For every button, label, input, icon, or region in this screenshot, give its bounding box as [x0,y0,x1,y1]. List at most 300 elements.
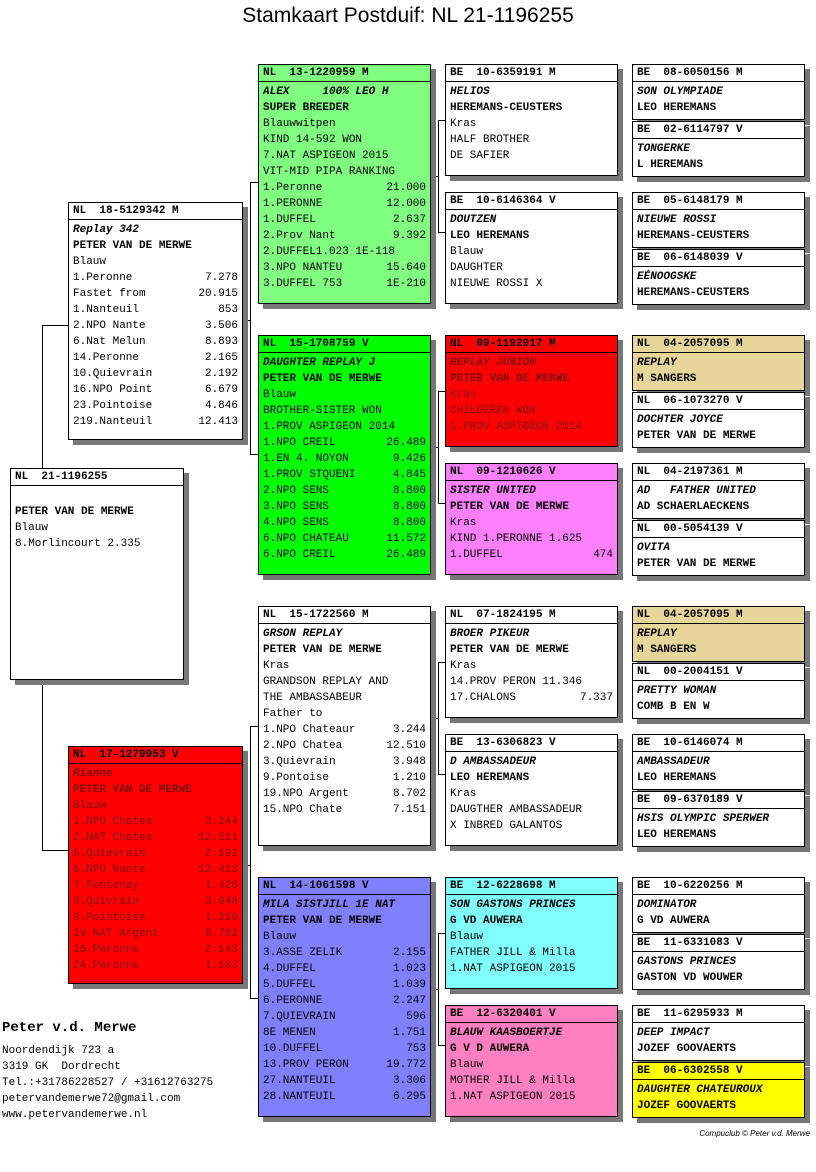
result-value: 19.772 [386,1059,426,1071]
card-line: BLAUW KAASBOERTJE [450,1027,563,1039]
result-value: 3.948 [392,756,426,768]
ring-number: BE 08-6050156 M [633,65,804,82]
card-body [633,809,804,843]
ring-number: NL 15-1708759 V [259,336,430,353]
connector-line [431,718,438,719]
card-line: 14.PROV PERON 11.346 [450,676,583,688]
result-label: 2.NAT Chatea [73,832,153,844]
card-line: 1.NAT ASPIGEON 2015 [450,1091,576,1103]
card-line: Kras [450,788,477,800]
pigeon-card-mfm [445,734,618,846]
result-label: 6.NPO Nante [73,864,146,876]
result-value: 1.103 [204,960,238,972]
result-value: 3.948 [204,896,238,908]
card-line [263,499,426,515]
card-line: PETER VAN DE MERWE [73,240,192,252]
result-value: 3.244 [392,724,426,736]
ring-number: NL 13-1220959 M [259,65,430,82]
card-body [633,139,804,173]
result-value: 1.210 [204,912,238,924]
ring-number: BE 10-6146364 V [446,193,617,210]
card-line: SISTER UNITED [450,485,536,497]
result-label: 17.CHALONS [450,692,517,704]
card-line: M SANGERS [637,644,697,656]
result-label: 1.PERONNE [263,198,323,210]
card-line: DOCHTER JOYCE [637,414,723,426]
card-line: Blauwwitpen [263,118,336,130]
ring-number: NL 00-5054139 V [633,521,804,538]
result-label: 3.DUFFEL 753 [263,278,343,290]
result-label: 10.Quievrain [73,368,153,380]
pigeon-card-g8 [632,520,805,576]
result-label: 1.PROV STQUENI [263,469,356,481]
connector-line [431,176,438,177]
card-line: M SANGERS [637,373,697,385]
connector-line [438,391,439,503]
card-body [446,82,617,164]
card-line: JOZEF GOOVAERTS [637,1100,737,1112]
card-line: FATHER JILL & Milla [450,947,576,959]
connector-line [438,933,445,934]
card-line [263,754,426,770]
card-line [263,531,426,547]
card-line [263,786,426,802]
connector-line [42,680,43,850]
card-line: ALEX 100% LEO H [263,86,389,98]
ring-number: NL 09-1210626 V [446,464,617,481]
card-line: SON OLYMPIADE [637,86,723,98]
card-line [73,942,238,958]
card-line: Kras [263,660,290,672]
page-title: Stamkaart Postduif: NL 21-1196255 [242,4,574,27]
pigeon-card-mother [68,746,243,984]
card-body [633,752,804,786]
pigeon-card-g4 [632,249,805,305]
card-body [633,410,804,444]
result-value: 2.247 [392,995,426,1007]
card-line: Kras [450,118,477,130]
pigeon-card-g10 [632,663,805,719]
result-label: 1.Peronne [73,272,133,284]
ring-number: NL 17-1279953 V [69,747,242,764]
result-value: 4.846 [204,400,238,412]
result-value: 474 [593,549,613,561]
ring-number: BE 09-6370189 V [633,792,804,809]
ring-number: BE 10-6146074 M [633,735,804,752]
result-value: 753 [406,1043,426,1055]
card-line: GASTONS PRINCES [637,956,737,968]
card-line: KIND 14-592 WON [263,134,363,146]
result-label: 2.NPO Chatea [263,740,343,752]
result-value: 1.023 [392,963,426,975]
pigeon-card-g12 [632,791,805,847]
card-line: G VD AUWERA [450,915,523,927]
card-body [633,267,804,301]
card-line [73,286,238,302]
credit-line: Compuclub © Peter v.d. Merwe [699,1129,810,1138]
result-value: 3.306 [392,1075,426,1087]
result-value: 26.489 [386,549,426,561]
connector-line [438,391,445,392]
card-line: 1.PROV ASPIGEON 2014 [450,421,583,433]
connector-line [438,232,445,233]
card-line: LEO HEREMANS [637,829,717,841]
card-line: PETER VAN DE MERWE [73,784,192,796]
card-line [73,302,238,318]
result-label: 1.NPO Chateaur [263,724,356,736]
pigeon-card-g7 [632,463,805,519]
card-line [73,334,238,350]
connector-line [438,933,439,1045]
card-line: DAUGHTER [450,262,503,274]
card-line [263,1025,426,1041]
result-label: 28.NANTEUIL [263,1091,336,1103]
pigeon-card-g3 [632,192,805,248]
card-line: VIT-MID PIPA RANKING [263,166,396,178]
card-line [15,488,179,504]
ring-number: BE 06-6148039 V [633,250,804,267]
pigeon-card-mm [258,877,431,1117]
owner-name: Peter v.d. Merwe [2,1020,137,1036]
ring-number: NL 04-2057095 M [633,607,804,624]
connector-line [42,325,43,468]
result-label: 9.Quivrain [73,896,140,908]
card-line: Blauw [73,256,107,268]
result-label: 219.Nanteuil [73,416,153,428]
card-line [263,451,426,467]
card-body [633,481,804,515]
card-line [73,366,238,382]
card-body [446,1023,617,1105]
card-line: KIND 1.PERONNE 1.625 [450,533,583,545]
card-body [446,353,617,435]
card-line: Blauw [450,931,484,943]
result-label: 5.Quievrain [73,848,146,860]
card-body [446,895,617,977]
ring-number: BE 11-6295933 M [633,1006,804,1023]
result-value: 1E-210 [386,278,426,290]
card-line [73,814,238,830]
card-line: GASTON VD WOUWER [637,972,743,984]
connector-line [438,774,445,775]
result-value: 11.572 [386,533,426,545]
result-label: 19.NPO Argent [263,788,349,800]
result-value: 4.845 [392,469,426,481]
card-body [633,353,804,387]
card-body [633,1080,804,1114]
result-label: 6.NPO CREIL [263,549,336,561]
card-line: JOZEF GOOVAERTS [637,1043,737,1055]
card-line: BROER PIKEUR [450,628,530,640]
card-line: D AMBASSADEUR [450,756,536,768]
connector-line [42,325,68,326]
card-line [73,318,238,334]
card-line: DAUGHTER CHATEUROUX [637,1084,763,1096]
card-body [633,210,804,244]
card-line: 8.Morlincourt 2.335 [15,538,141,550]
card-line: LEO HEREMANS [637,102,717,114]
result-label: 3.NPO NANTEU [263,262,343,274]
result-value: 8.800 [392,517,426,529]
pigeon-card-mff [445,606,618,718]
card-line [263,1057,426,1073]
connector-line [243,320,250,321]
card-body [69,220,242,430]
pigeon-card-g9 [632,606,805,662]
card-body [633,1023,804,1057]
result-label: 6.NPO CHATEAU [263,533,349,545]
card-line: REPLAY JUNIOR [450,357,536,369]
ring-number: BE 11-6331083 V [633,935,804,952]
email-line: petervandemerwe72@gmail.com [2,1093,181,1105]
card-line: AD SCHAERLAECKENS [637,501,750,513]
card-line: Blauw [15,522,49,534]
result-value: 12.511 [198,832,238,844]
card-line: AD FATHER UNITED [637,485,756,497]
card-line: SUPER BREEDER [263,102,349,114]
result-value: 9.426 [392,453,426,465]
pigeon-card-mmm [445,1005,618,1117]
card-body [633,624,804,658]
card-line: Blauw [450,1059,484,1071]
card-line: 1.NAT ASPIGEON 2015 [450,963,576,975]
card-line: Kras [450,660,477,672]
result-label: 14.Peronne [73,352,140,364]
connector-line [42,850,68,851]
result-value: 2.192 [204,368,238,380]
ring-number: BE 10-6220256 M [633,878,804,895]
connector-line [438,1045,445,1046]
pigeon-card-g13 [632,877,805,933]
card-body [633,895,804,929]
result-label: 2.NPO SENS [263,485,330,497]
card-line: LEO HEREMANS [450,772,530,784]
card-line: Kras [450,517,477,529]
card-line: BROTHER-SISTER WON [263,405,382,417]
result-value: 3.506 [204,320,238,332]
card-line: 7.NAT ASPIGEON 2015 [263,150,389,162]
pigeon-card-fff [445,64,618,176]
card-line: PETER VAN DE MERWE [263,373,382,385]
card-line [263,180,426,196]
card-line: TONGERKE [637,143,690,155]
result-label: 3.ASSE ZELIK [263,947,343,959]
connector-line [250,726,258,727]
card-line: OVITA [637,542,671,554]
result-value: 2.155 [392,947,426,959]
result-label: 9.Pointoise [73,912,146,924]
card-line: HEREMANS-CEUSTERS [450,102,563,114]
connector-line [250,182,251,454]
card-line: PRETTY WOMAN [637,685,717,697]
result-value: 26.489 [386,437,426,449]
ring-number: NL 07-1824195 M [446,607,617,624]
pigeon-card-fmf [445,335,618,447]
card-line [450,690,613,706]
card-line: DOMINATOR [637,899,697,911]
card-line: 1.PROV ASPIGEON 2014 [263,421,396,433]
result-label: 1.NPO Chatea [73,816,153,828]
connector-line [438,662,439,774]
pigeon-card-g15 [632,1005,805,1061]
result-value: 3.244 [204,816,238,828]
card-line [263,802,426,818]
result-value: 8.800 [392,501,426,513]
result-value: 853 [218,304,238,316]
ring-number: NL 14-1061598 V [259,878,430,895]
card-line: HSIS OLYMPIC SPERWER [637,813,770,825]
card-line: 2.DUFFEL1.023 1E-118 [263,246,396,258]
pigeon-card-ff [258,64,431,304]
card-body [11,486,183,552]
card-line [73,894,238,910]
result-label: 3.NPO SENS [263,501,330,513]
card-line: EÉNOOGSKE [637,271,697,283]
card-line: Father to [263,708,323,720]
ring-number: NL 04-2197361 M [633,464,804,481]
ring-number: NL 09-1192917 M [446,336,617,353]
result-label: 13.PROV PERON [263,1059,349,1071]
result-value: 1.751 [392,1027,426,1039]
card-body [446,210,617,292]
connector-line [250,998,258,999]
card-line [263,260,426,276]
ring-number: NL 06-1073270 V [633,393,804,410]
pigeon-card-g2 [632,121,805,177]
pigeon-card-mf [258,606,431,846]
connector-line [431,447,438,448]
card-line [450,547,613,563]
result-value: 7.278 [204,272,238,284]
card-line [263,945,426,961]
card-line [263,276,426,292]
card-line [73,862,238,878]
connector-line [438,120,439,232]
card-line: PETER VAN DE MERWE [637,430,756,442]
connector-line [431,989,438,990]
card-line [263,212,426,228]
connector-line [438,120,445,121]
card-line: NIEUWE ROSSI X [450,278,543,290]
card-line: G V D AUWERA [450,1043,530,1055]
card-line: CHILDEREN WON [450,405,536,417]
result-value: 12.510 [386,740,426,752]
connector-line [250,454,258,455]
ring-number: NL 15-1722560 M [259,607,430,624]
card-line [263,722,426,738]
connector-line [438,503,445,504]
card-body [259,353,430,563]
pigeon-card-father [68,202,243,440]
card-body [446,624,617,706]
connector-line [438,662,445,663]
result-label: 1.Peronne [263,182,323,194]
card-body [633,952,804,986]
card-line: L HEREMANS [637,159,704,171]
card-line [263,770,426,786]
card-line [263,196,426,212]
result-label: 7.Fontenay [73,880,140,892]
result-value: 6.679 [204,384,238,396]
connector-line [243,865,250,866]
card-line: PETER VAN DE MERWE [263,915,382,927]
card-line: NIEUWE ROSSI [637,214,717,226]
card-line: GRANDSON REPLAY AND [263,676,389,688]
ring-number: BE 12-6228698 M [446,878,617,895]
card-line [73,878,238,894]
result-label: 7.QUIEVRAIN [263,1011,336,1023]
ring-number: NL 00-2004151 V [633,664,804,681]
pigeon-card-fmm [445,463,618,575]
result-label: 1.EN 4. NOYON [263,453,349,465]
result-label: 16.NPO Point [73,384,153,396]
card-line [263,467,426,483]
postal-line: 3319 GK Dordrecht [2,1061,121,1073]
card-line: MILA SISTJILL 1E NAT [263,899,396,911]
result-label: 15.NPO Chate [263,804,343,816]
result-value: 9.392 [392,230,426,242]
card-body [446,752,617,834]
pigeon-card-mmf [445,877,618,989]
ring-number: NL 18-5129342 M [69,203,242,220]
card-line: REPLAY [637,628,677,640]
result-label: 5.DUFFEL [263,979,316,991]
connector-line [250,726,251,998]
card-line: DE SAFIER [450,150,510,162]
ring-number: BE 02-6114797 V [633,122,804,139]
card-body [259,82,430,292]
card-line: HEREMANS-CEUSTERS [637,287,750,299]
result-label: 23.Pointoise [73,400,153,412]
result-value: 20.915 [198,288,238,300]
result-label: 4.NPO SENS [263,517,330,529]
pigeon-card-g1 [632,64,805,120]
result-label: 1.Nanteuil [73,304,140,316]
card-line: Replay 342 [73,224,140,236]
card-line [263,435,426,451]
card-line: Blauw [263,931,297,943]
card-line: MOTHER JILL & Milla [450,1075,576,1087]
card-line [73,350,238,366]
result-value: 8.702 [392,788,426,800]
card-line: DAUGTHER AMBASSADEUR [450,804,583,816]
card-line: X INBRED GALANTOS [450,820,563,832]
result-label: 9.Pontoise [263,772,330,784]
card-line [263,1041,426,1057]
result-label: Fastet from [73,288,146,300]
result-label: 10.DUFFEL [263,1043,323,1055]
pigeon-card-g16 [632,1062,805,1118]
result-label: 2.NPO Nante [73,320,146,332]
card-line: PETER VAN DE MERWE [450,644,569,656]
result-value: 2.192 [204,848,238,860]
owner-contact [2,1043,213,1123]
result-label: 6.PERONNE [263,995,323,1007]
result-label: 1.NPO CREIL [263,437,336,449]
card-line [263,977,426,993]
card-line: AMBASSADEUR [637,756,710,768]
card-line: Blauw [73,800,107,812]
result-value: 8.800 [392,485,426,497]
website-line: www.petervandemerwe.nl [2,1109,148,1121]
result-label: 6.Nat Melun [73,336,146,348]
card-line: G VD AUWERA [637,915,710,927]
ring-number: BE 10-6359191 M [446,65,617,82]
card-line: LEO HEREMANS [450,230,530,242]
result-value: 2.143 [204,944,238,956]
card-line: COMB B EN W [637,701,710,713]
ring-number: NL 21-1196255 [11,469,183,486]
